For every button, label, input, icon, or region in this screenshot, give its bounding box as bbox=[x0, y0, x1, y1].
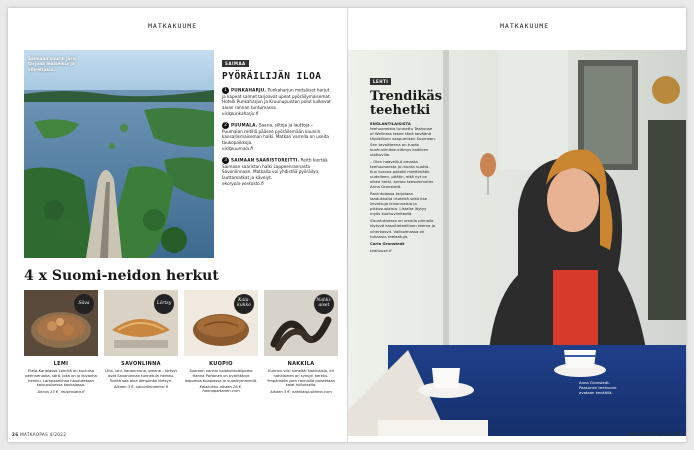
right-section-label: MATKAKUUME bbox=[500, 22, 550, 30]
pastry-badge: Kala- kukko bbox=[234, 294, 254, 314]
folio-text: MATKAOPAS 4/2022 bbox=[20, 432, 67, 437]
pastry-card bbox=[104, 290, 178, 394]
left-folio bbox=[12, 432, 66, 437]
tea-paragraph bbox=[370, 121, 436, 156]
pastry-card bbox=[264, 290, 338, 394]
bike-entry-2 bbox=[222, 122, 334, 152]
pastry-city: KUOPIO bbox=[209, 361, 233, 367]
pastry-price: Kalakukko alkaen 26 €, hannapartanen.com bbox=[199, 385, 243, 394]
entry-heading: PUUMALA. bbox=[231, 122, 258, 128]
tea-article bbox=[370, 68, 443, 255]
tea-paragraph bbox=[370, 218, 436, 238]
pastry-city: LEMI bbox=[53, 361, 69, 367]
pastries-row bbox=[24, 290, 338, 394]
teahouse-photo-caption: Anna Gronstedt-Paasonen teehuone avataan keväällä. bbox=[579, 380, 617, 395]
tea-paragraph bbox=[370, 159, 436, 189]
pastry-price: Alkaen 3 €, nahkiaisjuuttimo.com bbox=[270, 390, 332, 395]
entry-number-badge: 1 bbox=[222, 87, 229, 94]
pastry-badge: Lörtsy bbox=[154, 294, 174, 314]
lake-photo-caption: Saimaan suurin järvi tarjoaa maisemia ja vihreitäkin. bbox=[28, 56, 77, 72]
tea-article-tag: LEHTI bbox=[370, 78, 391, 85]
pastry-card bbox=[184, 290, 258, 394]
tea-author-line bbox=[370, 241, 436, 246]
pastry-card bbox=[24, 290, 98, 394]
entry-link[interactable]: visitpunkaharju.fi bbox=[222, 111, 259, 117]
tea-paragraph-text: – Olen haaveillut omasta teehuoneesta jo monta vuotta. Kun korona pakotti miettimään uudelleen, päätin, että nyt on oikea hetki, kertoo teesommelier Anna Gronstedt. bbox=[370, 158, 434, 190]
tea-paragraph-text: Sisustuksessa on omalla pinnalla löytyvä kasvitieteellinen teema ja viherkasvit. Valikoimassa on tuhansia teelaatuja. bbox=[370, 218, 436, 239]
pastry-description: Etelä-Karjalassa Lemillä on kuuluisa perinneruoka, särä, joka on jo ikivanha herkku. Lampaanlihaa haudutetaan koivupuisessa kaukalossa. bbox=[25, 369, 97, 388]
tea-link-line bbox=[370, 248, 436, 253]
tea-paragraph-lead: ENGLANTILAISISTA bbox=[370, 121, 411, 127]
pastry-photo bbox=[264, 290, 338, 356]
entry-text: Punkaharjun metsäiset harjut ja kapeat salmet tarjoavat upeat pyöräilymaisemat. Hotelli Punkaharjun ja Kruunupuiston polut kulkevat aivan rannan tuntumassa. bbox=[222, 87, 331, 110]
pastry-price: Alkaen 3 €, savonlinnantori.fi bbox=[113, 385, 168, 390]
bike-article bbox=[222, 50, 334, 191]
entry-text: Saaria, siltoja ja lauttoja – Puumalan reitillä pääsee pyöräilemään kauniin kansallismaiseman halki. Matkan varrella on useita taukopaikkoja. bbox=[222, 122, 329, 145]
bike-article-title: PYÖRÄILIJÄN ILOA bbox=[222, 71, 322, 82]
pastry-city: NAKKILA bbox=[287, 361, 315, 367]
tea-paragraph-text: teehuoneista tunnettu Teahouse of Wellness tekee tänä keväänä täydellisen saapumisen Suomeen. Sen tavoitteena on tuoda kuohuviinitee-elämys kaikkien ulottuville. bbox=[370, 126, 436, 157]
page-number: 26 bbox=[12, 432, 19, 437]
tea-link[interactable]: teahouse.fi bbox=[370, 247, 392, 253]
tea-article-body bbox=[370, 121, 436, 253]
right-folio bbox=[628, 432, 682, 437]
pastry-description: Kunnon viisi nimeltä: Nahkiaisia, eli nahkiainen on syksyn herkku. Ympäristön joen rannoilla paistetaan kalat hiilloksella. bbox=[267, 369, 335, 388]
tea-author: Carla Gronstedt bbox=[370, 240, 405, 246]
pastry-description: Suomen vanhin kalakukkoleipomo Hanna Partanen on pyörittänyt leipomoa Kuopiossa jo vuosikymmeniä. bbox=[184, 369, 258, 383]
left-section-label: MATKAKUUME bbox=[148, 22, 198, 30]
entry-link[interactable]: ekoryola-verkosto.fi bbox=[222, 180, 264, 186]
bike-entry-3 bbox=[222, 157, 334, 187]
entry-number-badge: 3 bbox=[222, 157, 229, 164]
tea-paragraph bbox=[370, 191, 436, 216]
pastry-badge: Nahki- aiset bbox=[314, 294, 334, 314]
entry-heading: SAIMAAN SAARISTOREITTI. bbox=[231, 157, 300, 163]
tea-paragraph-text: Ravintolassa tarjotaan laadukkaita irtoteitä sekä itse leivottuja leivonnaisia ja pikkusuolaisia. Listalta löytyy myös kuohuviiniteetä. bbox=[370, 191, 428, 217]
magazine-spread bbox=[8, 8, 686, 442]
lake-landscape-illustration bbox=[24, 50, 214, 258]
pastries-title: 4 x Suomi-neidon herkut bbox=[24, 268, 219, 284]
folio-text: MATKAOPAS 4/2022 bbox=[627, 432, 674, 437]
entry-number-badge: 2 bbox=[222, 122, 229, 129]
pastry-badge: Säva bbox=[74, 294, 94, 314]
entry-heading: PUNKAHARJU. bbox=[231, 87, 267, 93]
entry-link[interactable]: visitpuumala.fi bbox=[222, 146, 254, 152]
page-number: 27 bbox=[675, 432, 682, 437]
bike-entry-1 bbox=[222, 87, 334, 117]
entry-text: Reitti kiertää Saimaan saariston halki Lappeenrannasta Savonlinnaan. Matkalla voi yhdistää pyöräilyn, lauttamatkat ja kävelyt. bbox=[222, 157, 328, 180]
pastry-photo bbox=[104, 290, 178, 356]
pastry-description: Liha, lohi, kananmuna, omena – lörtsyt ovat Savonlinnan tunnetuin herkku. Toriltä saa aina lämpimän lörtsyn. bbox=[105, 369, 177, 383]
pastry-photo bbox=[24, 290, 98, 356]
pastry-photo bbox=[184, 290, 258, 356]
bike-article-tag: SAIMAA bbox=[222, 60, 249, 67]
lake-photo bbox=[24, 50, 214, 258]
tea-article-title: Trendikäs teehetki bbox=[370, 89, 443, 118]
pastry-price: Annos 13 €, museosara.fi bbox=[37, 390, 85, 395]
pastry-city: SAVONLINNA bbox=[121, 361, 161, 367]
